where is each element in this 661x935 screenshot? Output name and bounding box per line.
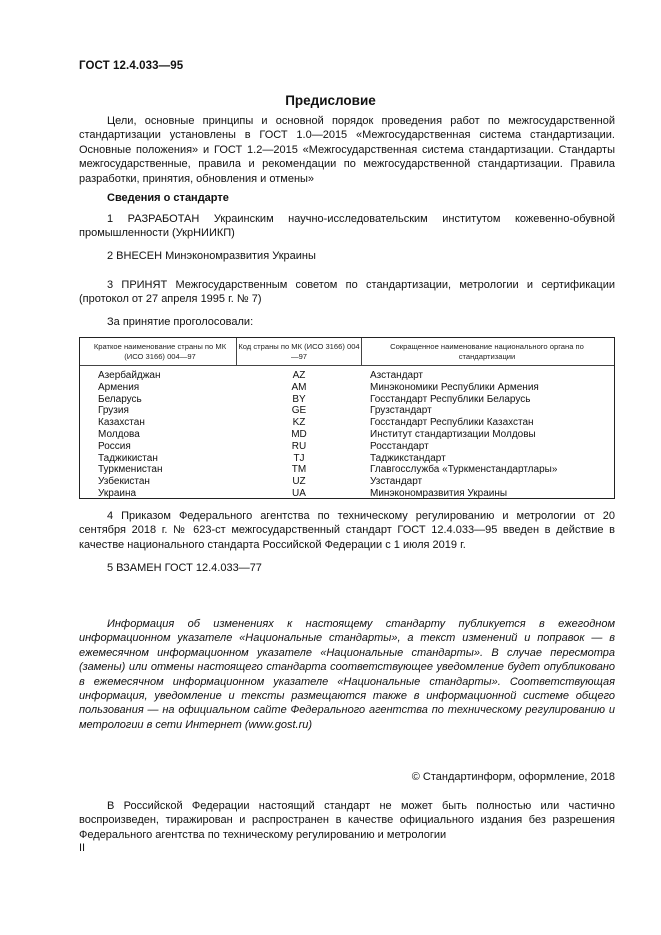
table-divider [236, 338, 237, 365]
body-cell: Грузстандарт [370, 405, 432, 417]
body-cell: Минэкономразвития Украины [370, 487, 508, 499]
country-cell: Таджикистан [98, 452, 158, 464]
table-header-body: Сокращенное наименование национального органа по стандартизации [390, 342, 584, 361]
code-cell: UZ [292, 476, 306, 488]
table-header-code: Код страны по МК (ИСО 3166) 004—97 [238, 342, 360, 361]
country-cell: Беларусь [98, 393, 142, 405]
voting-countries-table [79, 337, 615, 499]
country-cell: Молдова [98, 428, 140, 440]
table-row [80, 464, 614, 476]
code-cell: GE [291, 405, 307, 417]
table-divider [361, 338, 362, 365]
item-enacted: 4 Приказом Федерального агентства по техническому регулированию и метрологии от 20 сентября 2018 г. № 623-ст межгосударственный стандарт ГОСТ 12.4.033—95 введен в действие в качестве национального стандарта Российской Федерации с 1 июля 2019 г. [79, 510, 615, 551]
page-number: II [79, 842, 86, 854]
code-cell: AM [291, 381, 307, 393]
info-heading: Сведения о стандарте [107, 192, 229, 204]
body-cell: Росстандарт [370, 440, 429, 452]
table-row [80, 488, 614, 500]
body-cell: Минэкономики Республики Армения [370, 381, 539, 393]
table-body [80, 370, 614, 500]
body-cell: Главгосслужба «Туркменстандартлары» [370, 464, 558, 476]
item-introduced: 2 ВНЕСЕН Минэкономразвития Украины [107, 250, 316, 262]
body-cell: Азстандарт [370, 370, 424, 381]
table-header-country: Краткое наименование страны по МК (ИСО 3166) 004—97 [93, 342, 227, 361]
code-cell: UA [292, 487, 306, 499]
item-developed: 1 РАЗРАБОТАН Украинским научно-исследовательским институтом кожевенно-обувной промышленности (УкрНИИКП) [79, 213, 615, 240]
body-cell: Госстандарт Республики Беларусь [370, 393, 531, 405]
document-code-header: ГОСТ 12.4.033—95 [79, 60, 184, 72]
table-row [80, 429, 614, 441]
code-cell: TM [291, 464, 307, 476]
country-cell: Россия [98, 440, 131, 452]
page-title: Предисловие [285, 93, 376, 108]
table-row [80, 370, 614, 382]
code-cell: MD [291, 428, 307, 440]
table-row [80, 453, 614, 465]
vote-line: За принятие проголосовали: [107, 316, 254, 328]
table-row [80, 405, 614, 417]
code-cell: TJ [293, 452, 305, 464]
copyright-line: © Стандартинформ, оформление, 2018 [411, 771, 615, 783]
country-cell: Казахстан [98, 417, 145, 429]
code-cell: BY [292, 393, 306, 405]
country-cell: Туркменистан [98, 464, 163, 476]
code-cell: KZ [292, 417, 306, 429]
table-row [80, 417, 614, 429]
table-row [80, 394, 614, 406]
country-cell: Украина [98, 487, 137, 499]
code-cell: RU [291, 440, 307, 452]
country-cell: Узбекистан [98, 476, 150, 488]
country-cell: Армения [98, 381, 140, 393]
body-cell: Госстандарт Республики Казахстан [370, 417, 534, 429]
table-row [80, 382, 614, 394]
table-header-rule [80, 365, 614, 366]
notice-paragraph: Информация об изменениях к настоящему стандарту публикуется в ежегодном информационном указателе «Национальные стандарты», а текст изменений и поправок — в ежемесячном информационном указателе «Национальные стандарты». В случае пересмотра (замены) или отмены настоящего стандарта соответствующее уведомление будет опубликовано в ежемесячном информационном указателе «Национальные стандарты». Соответствующая информация, уведомление и тексты размещаются также в информационной системе общего пользования — на официальном сайте Федерального агентства по техническому регулированию и метрологии в сети Интернет (www.gost.ru) [79, 618, 615, 731]
item-adopted: 3 ПРИНЯТ Межгосударственным советом по стандартизации, метрологии и сертификации (протокол от 27 апреля 1995 г. № 7) [79, 279, 615, 306]
country-cell: Грузия [98, 405, 129, 417]
country-cell: Азербайджан [98, 370, 161, 381]
intro-paragraph: Цели, основные принципы и основной порядок проведения работ по межгосударственной стандартизации установлены в ГОСТ 1.0—2015 «Межгосударственная система стандартизации. Основные положения» и ГОСТ 1.2—2015 «Межгосударственная система стандартизации. Стандарты межгосударственные, правила и рекомендации по межгосударственной стандартизации. Правила разработки, принятия, обновления и отмены» [79, 115, 615, 185]
body-cell: Таджикстандарт [370, 452, 446, 464]
table-row [80, 441, 614, 453]
rights-paragraph: В Российской Федерации настоящий стандарт не может быть полностью или частично воспроизведен, тиражирован и распространен в качестве официального издания без разрешения Федерального агентства по техническому регулированию и метрологии [79, 800, 615, 841]
table-row [80, 476, 614, 488]
body-cell: Узстандарт [370, 476, 423, 488]
code-cell: AZ [292, 370, 306, 381]
item-replaces: 5 ВЗАМЕН ГОСТ 12.4.033—77 [107, 562, 262, 574]
body-cell: Институт стандартизации Молдовы [370, 428, 536, 440]
